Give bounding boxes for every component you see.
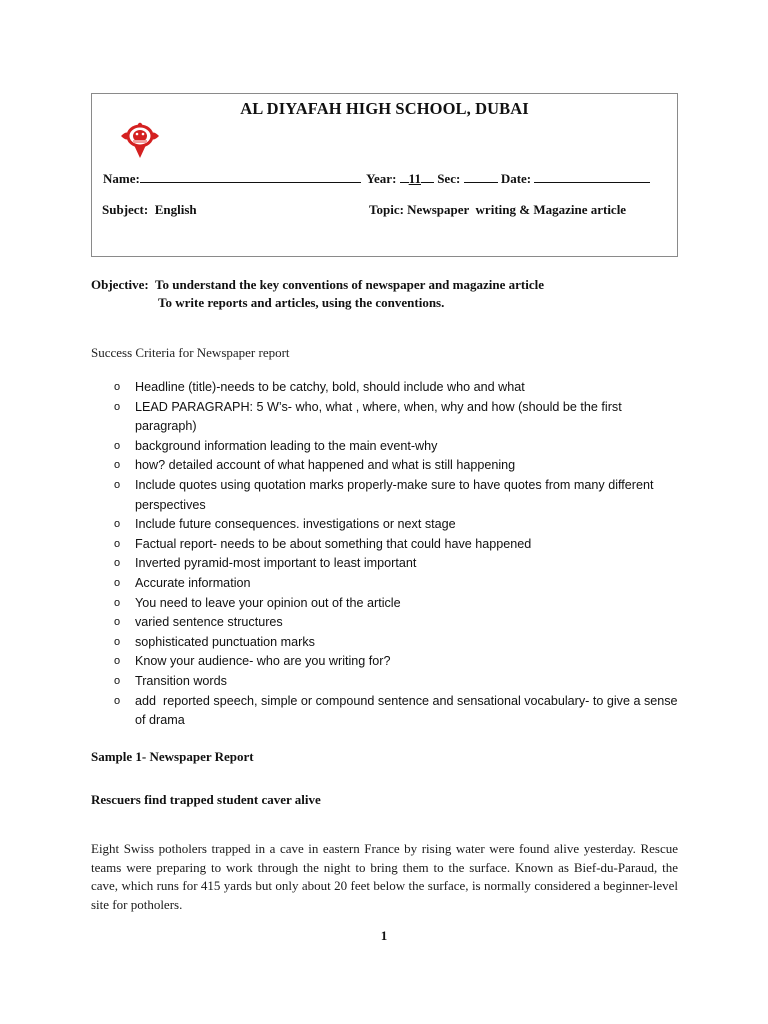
- objective-line-2: To write reports and articles, using the conventions.: [158, 295, 445, 310]
- school-crest-icon: [117, 121, 163, 161]
- year-value[interactable]: 11: [408, 171, 421, 186]
- success-criteria-heading: Success Criteria for Newspaper report: [91, 345, 290, 360]
- name-field[interactable]: [140, 170, 361, 183]
- bullet-icon: o: [114, 655, 121, 668]
- bullet-icon: o: [114, 439, 121, 452]
- bullet-icon: o: [114, 616, 121, 629]
- objective-section: [91, 276, 544, 312]
- list-item: o how? detailed account of what happened and what is still happening: [114, 456, 684, 476]
- objective-text-1: To understand the key conventions of newspaper and magazine article: [155, 277, 544, 292]
- objective-line-1: [91, 276, 544, 294]
- list-item: o Accurate information: [114, 574, 684, 594]
- bullet-icon: o: [114, 596, 121, 609]
- bullet-icon: o: [114, 576, 121, 589]
- list-item: o background information leading to the main event-why: [114, 437, 684, 457]
- year-label: Year:: [366, 171, 397, 186]
- year-field-trail: [421, 170, 434, 183]
- school-name: AL DIYAFAH HIGH SCHOOL, DUBAI: [240, 99, 529, 118]
- list-item: o Factual report- needs to be about something that could have happened: [114, 535, 684, 555]
- year-field-lead: [400, 170, 409, 183]
- topic-value: Newspaper writing & Magazine article: [407, 202, 627, 217]
- bullet-icon: o: [114, 400, 121, 413]
- bullet-icon: o: [114, 478, 121, 491]
- subject-line: [102, 202, 197, 218]
- list-item: o Transition words: [114, 672, 684, 692]
- subject-value: English: [154, 202, 197, 217]
- bullet-icon: o: [114, 694, 121, 707]
- article-body: Eight Swiss potholers trapped in a cave in eastern France by rising water were found alive yesterday. Rescue teams were preparing to work through the night to bring them to the surface. Known as Bief-du-Paraud, the cave, which runs for 415 yards but only about 20 feet below the surface, is normally considered a beginner-level site for potholers.: [91, 841, 678, 912]
- date-label: Date:: [500, 171, 532, 186]
- bullet-icon: o: [114, 635, 121, 648]
- article-headline: Rescuers find trapped student caver alive: [91, 792, 321, 807]
- bullet-icon: o: [114, 459, 121, 472]
- sec-label: Sec:: [437, 171, 461, 186]
- sec-field[interactable]: [464, 170, 498, 183]
- bullet-icon: o: [114, 674, 121, 687]
- name-label: Name:: [103, 171, 140, 186]
- list-item: o add reported speech, simple or compound sentence and sensational vocabulary- to give a sense of drama: [114, 693, 682, 728]
- worksheet-header-box: [91, 93, 678, 257]
- list-item: o Headline (title)-needs to be catchy, bold, should include who and what: [114, 378, 684, 398]
- date-field[interactable]: [534, 170, 650, 183]
- bullet-icon: o: [114, 518, 121, 531]
- topic-line: [369, 202, 626, 218]
- list-item: o Know your audience- who are you writing for?: [114, 652, 684, 672]
- student-info-row: [103, 170, 650, 187]
- bullet-icon: o: [114, 557, 121, 570]
- subject-label: Subject:: [102, 202, 149, 217]
- list-item: o Include future consequences. investigations or next stage: [114, 515, 684, 535]
- page-number: 1: [380, 928, 388, 943]
- success-criteria-list: [114, 378, 684, 731]
- list-item: o sophisticated punctuation marks: [114, 633, 684, 653]
- list-item: o LEAD PARAGRAPH: 5 W’s- who, what , where, when, why and how (should be the first paragraph): [114, 399, 622, 434]
- bullet-icon: o: [114, 537, 121, 550]
- objective-label: Objective:: [91, 277, 149, 292]
- list-item: o Include quotes using quotation marks properly-make sure to have quotes from many different perspectives: [114, 477, 654, 512]
- sample-heading: Sample 1- Newspaper Report: [91, 749, 254, 764]
- bullet-icon: o: [114, 381, 121, 393]
- list-item: o varied sentence structures: [114, 613, 684, 633]
- topic-label: Topic:: [369, 202, 404, 217]
- list-item: o Inverted pyramid-most important to least important: [114, 554, 684, 574]
- list-item: o You need to leave your opinion out of the article: [114, 594, 684, 614]
